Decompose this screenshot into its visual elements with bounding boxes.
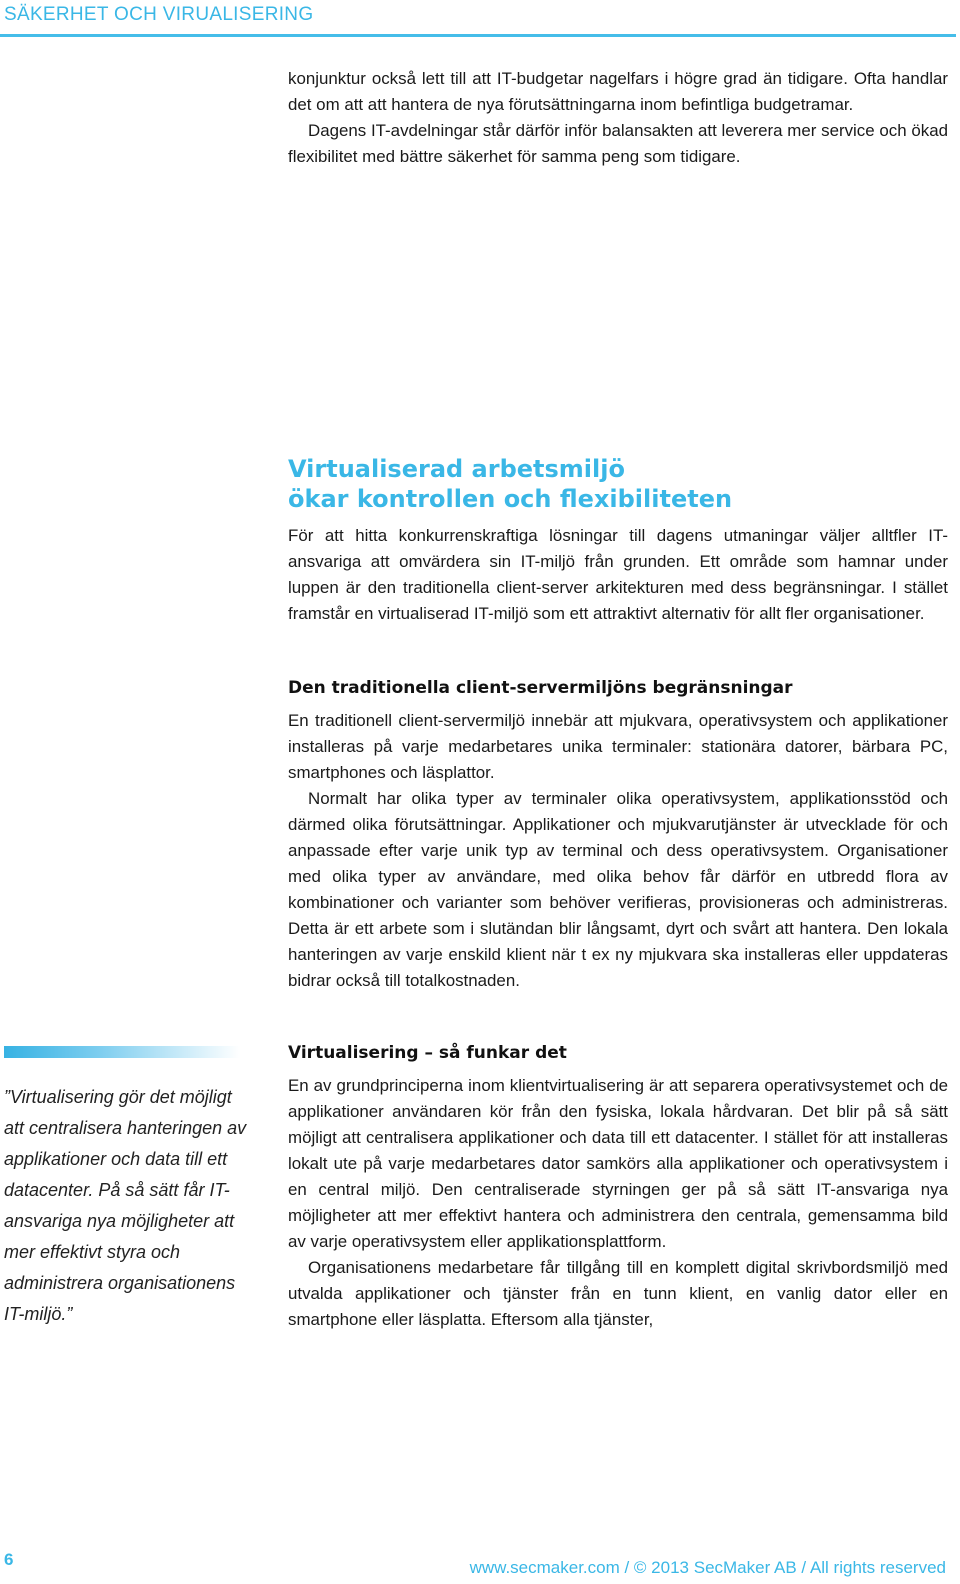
section-1-heading-line-1: Virtualiserad arbetsmiljö — [288, 455, 625, 483]
section-3-heading: Virtualisering – så funkar det — [288, 1043, 567, 1063]
page-number: 6 — [4, 1550, 14, 1569]
section-2-paragraph-1: En traditionell client-servermiljö innebär att mjukvara, operativsystem och applikationer installeras på varje medarbetares unika terminaler: stationära datorer, bärbara PC, smartphones och läsplattor. — [288, 711, 948, 782]
section-3-body — [288, 1073, 948, 1333]
footer-credit: www.secmaker.com / © 2013 SecMaker AB / All rights reserved — [469, 1558, 946, 1577]
section-1-heading — [288, 454, 948, 514]
section-1-heading-line-2: ökar kontrollen och flexibiliteten — [288, 485, 733, 513]
header-divider — [0, 34, 956, 37]
section-1-paragraph-1: För att hitta konkurrenskraftiga lösningar till dagens utmaningar väljer alltfler IT-ansvariga att omvärdera sin IT-miljö från grunden. Ett område som hamnar under luppen är den traditionella client-server arkitekturen med dess begränsningar. I stället framstår en virtualiserad IT-miljö som ett attraktivt alternativ för allt fler organisationer. — [288, 526, 948, 623]
pullquote: ”Virtualisering gör det möjligt att centralisera hanteringen av applikationer och data till ett datacenter. På så sätt får IT-ansvariga nya möjligheter att mer effektivt styra och administrera organisationens IT-miljö.” — [4, 1087, 247, 1324]
intro-text — [288, 66, 948, 170]
section-3-paragraph-2: Organisationens medarbetare får tillgång till en komplett digital skrivbordsmiljö med utvalda applikationer och tjänster från en tunn klient, en vanlig dator eller en smartphone eller läsplatta. Eftersom alla tjänster, — [288, 1258, 948, 1329]
section-3-paragraph-1: En av grundprinciperna inom klientvirtualisering är att separera operativsystemet och de applikationer användaren kör från den fysiska, lokala hårdvaran. Det blir på så sätt möjligt att centralisera applikationer och data till ett datacenter. I stället för att installeras lokalt ute på varje medarbetares dator samkörs alla applikationer och operativsystem i en central miljö. Den centraliserade styrningen ger på så sätt IT-ansvariga nya möjligheter att mer effektivt hantera och administrera den centrala, gemensamma bild av varje operativsystem eller applikationsplattform. — [288, 1076, 948, 1251]
pullquote-accent-bar — [4, 1046, 240, 1058]
intro-paragraph-1: konjunktur också lett till att IT-budgetar nagelfars i högre grad än tidigare. Ofta handlar det om att att hantera de nya förutsättningarna inom befintliga budgetramar. — [288, 69, 948, 114]
running-header-title: SÄKERHET OCH VIRUALISERING — [4, 4, 314, 25]
section-2-heading: Den traditionella client-servermiljöns begränsningar — [288, 678, 793, 698]
intro-paragraph-2: Dagens IT-avdelningar står därför inför balansakten att leverera mer service och ökad flexibilitet med bättre säkerhet för samma peng som tidigare. — [288, 121, 948, 166]
section-1-body — [288, 523, 948, 627]
section-2-paragraph-2: Normalt har olika typer av terminaler olika operativsystem, applikationsstöd och därmed olika förutsättningar. Applikationer och mjukvarutjänster är utvecklade för och anpassade efter varje unik typ av terminal och dess operativsystem. Organisationer med olika typer av användare, med olika behov får därför en utbredd flora av kombinationer och varianter som behöver verifieras, provisioneras och administreras. Detta är ett arbete som i slutändan blir långsamt, dyrt och svårt att hantera. Den lokala hanteringen av varje enskild klient när t ex ny mjukvara ska installeras eller uppdateras bidrar också till totalkostnaden. — [288, 789, 948, 990]
section-2-body — [288, 708, 948, 994]
